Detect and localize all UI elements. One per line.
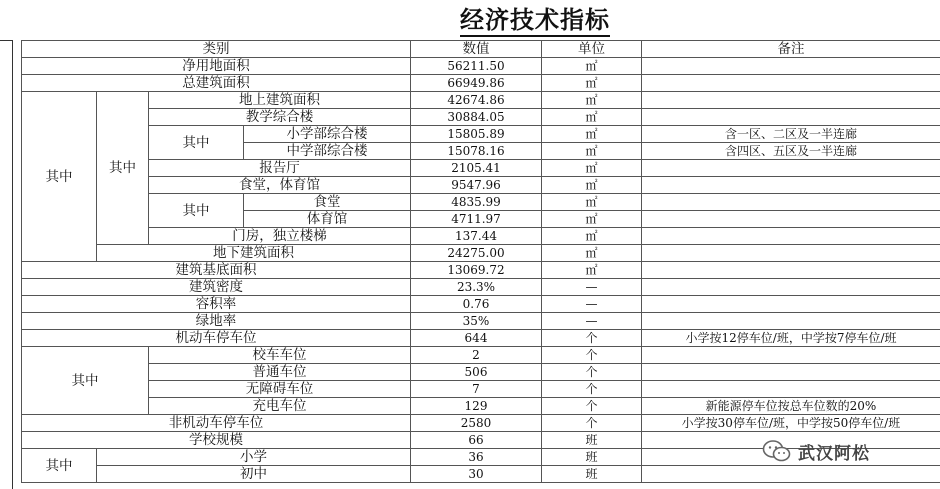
group-label: 其中 xyxy=(149,194,244,228)
row-value: 23.3% xyxy=(411,279,542,296)
row-unit: — xyxy=(542,279,642,296)
row-unit: ㎡ xyxy=(542,126,642,143)
row-label: 非机动车停车位 xyxy=(22,415,411,432)
table-row xyxy=(22,75,940,92)
row-unit: ㎡ xyxy=(542,58,642,75)
table-row xyxy=(22,415,940,432)
row-note xyxy=(642,262,940,279)
row-unit: ㎡ xyxy=(542,75,642,92)
row-note xyxy=(642,75,940,92)
row-unit: ㎡ xyxy=(542,92,642,109)
table-row xyxy=(22,228,940,245)
row-value: 36 xyxy=(411,449,542,466)
row-unit: 个 xyxy=(542,330,642,347)
page-title xyxy=(0,4,940,36)
row-label: 学校规模 xyxy=(22,432,411,449)
table-row xyxy=(22,177,940,194)
row-unit: ㎡ xyxy=(542,160,642,177)
row-unit: 个 xyxy=(542,364,642,381)
row-label: 地上建筑面积 xyxy=(149,92,411,109)
group-label: 其中 xyxy=(149,126,244,160)
table-row xyxy=(22,466,940,483)
table-row xyxy=(22,313,940,330)
row-note xyxy=(642,228,940,245)
table-row xyxy=(22,194,940,211)
row-unit: 班 xyxy=(542,466,642,483)
row-unit: ㎡ xyxy=(542,109,642,126)
row-value: 66949.86 xyxy=(411,75,542,92)
row-label: 初中 xyxy=(97,466,411,483)
row-label: 中学部综合楼 xyxy=(244,143,411,160)
table-row xyxy=(22,160,940,177)
row-note xyxy=(642,92,940,109)
row-note xyxy=(642,194,940,211)
row-value: 7 xyxy=(411,381,542,398)
row-value: 42674.86 xyxy=(411,92,542,109)
row-value: 2580 xyxy=(411,415,542,432)
row-note xyxy=(642,109,940,126)
row-label: 报告厅 xyxy=(149,160,411,177)
row-note xyxy=(642,177,940,194)
row-unit: 个 xyxy=(542,347,642,364)
row-label: 净用地面积 xyxy=(22,58,411,75)
table-header-row xyxy=(22,41,940,58)
page-title-text: 经济技术指标 xyxy=(460,6,610,37)
row-value: 35% xyxy=(411,313,542,330)
table-row xyxy=(22,245,940,262)
row-note xyxy=(642,347,940,364)
row-note: 含一区、二区及一半连廊 xyxy=(642,126,940,143)
row-value: 506 xyxy=(411,364,542,381)
row-unit: ㎡ xyxy=(542,262,642,279)
row-label: 小学 xyxy=(97,449,411,466)
row-note: 小学按30停车位/班，中学按50停车位/班 xyxy=(642,415,940,432)
group-label: 其中 xyxy=(22,92,97,262)
row-note xyxy=(642,279,940,296)
row-unit: ㎡ xyxy=(542,211,642,228)
row-note xyxy=(642,160,940,177)
row-unit: 个 xyxy=(542,415,642,432)
row-unit: — xyxy=(542,296,642,313)
row-label: 容积率 xyxy=(22,296,411,313)
row-label: 充电车位 xyxy=(149,398,411,415)
row-note xyxy=(642,381,940,398)
row-unit: ㎡ xyxy=(542,143,642,160)
row-value: 30 xyxy=(411,466,542,483)
header-unit: 单位 xyxy=(542,41,642,58)
row-label: 校车车位 xyxy=(149,347,411,364)
table-row xyxy=(22,347,940,364)
row-value: 15078.16 xyxy=(411,143,542,160)
table-row xyxy=(22,58,940,75)
frame-divider xyxy=(12,40,13,489)
row-note xyxy=(642,211,940,228)
row-value: 129 xyxy=(411,398,542,415)
header-value: 数值 xyxy=(411,41,542,58)
row-value: 137.44 xyxy=(411,228,542,245)
row-label: 教学综合楼 xyxy=(149,109,411,126)
row-note xyxy=(642,58,940,75)
row-label: 门房，独立楼梯 xyxy=(149,228,411,245)
row-label: 食堂 xyxy=(244,194,411,211)
row-value: 13069.72 xyxy=(411,262,542,279)
row-value: 644 xyxy=(411,330,542,347)
wechat-icon xyxy=(762,439,792,463)
row-label: 食堂，体育馆 xyxy=(149,177,411,194)
row-unit: ㎡ xyxy=(542,245,642,262)
row-note: 小学按12停车位/班，中学按7停车位/班 xyxy=(642,330,940,347)
row-note xyxy=(642,466,940,483)
row-unit: 班 xyxy=(542,432,642,449)
row-label: 总建筑面积 xyxy=(22,75,411,92)
row-value: 4835.99 xyxy=(411,194,542,211)
header-note: 备注 xyxy=(642,41,940,58)
row-value: 30884.05 xyxy=(411,109,542,126)
group-label: 其中 xyxy=(97,92,149,245)
row-label: 地下建筑面积 xyxy=(97,245,411,262)
row-note xyxy=(642,245,940,262)
group-label: 其中 xyxy=(22,449,97,483)
row-value: 15805.89 xyxy=(411,126,542,143)
row-value: 2105.41 xyxy=(411,160,542,177)
row-label: 绿地率 xyxy=(22,313,411,330)
row-value: 56211.50 xyxy=(411,58,542,75)
row-label: 建筑基底面积 xyxy=(22,262,411,279)
table-row xyxy=(22,92,940,109)
header-category: 类别 xyxy=(22,41,411,58)
indicator-table xyxy=(21,40,940,483)
table-row xyxy=(22,279,940,296)
table-row xyxy=(22,109,940,126)
row-unit: 个 xyxy=(542,381,642,398)
row-value: 4711.97 xyxy=(411,211,542,228)
row-value: 24275.00 xyxy=(411,245,542,262)
row-note: 含四区、五区及一半连廊 xyxy=(642,143,940,160)
row-label: 无障碍车位 xyxy=(149,381,411,398)
row-note xyxy=(642,364,940,381)
row-unit: 班 xyxy=(542,449,642,466)
row-value: 2 xyxy=(411,347,542,364)
row-label: 体育馆 xyxy=(244,211,411,228)
watermark-text: 武汉阿松 xyxy=(798,443,870,464)
row-note xyxy=(642,296,940,313)
row-value: 0.76 xyxy=(411,296,542,313)
table-row xyxy=(22,296,940,313)
row-value: 66 xyxy=(411,432,542,449)
row-label: 普通车位 xyxy=(149,364,411,381)
row-unit: ㎡ xyxy=(542,228,642,245)
row-note xyxy=(642,313,940,330)
watermark xyxy=(762,437,870,465)
row-note: 新能源停车位按总车位数的20% xyxy=(642,398,940,415)
table-row xyxy=(22,126,940,143)
row-unit: — xyxy=(542,313,642,330)
row-unit: ㎡ xyxy=(542,177,642,194)
table-row xyxy=(22,381,940,398)
row-label: 建筑密度 xyxy=(22,279,411,296)
row-label: 机动车停车位 xyxy=(22,330,411,347)
row-value: 9547.96 xyxy=(411,177,542,194)
frame-divider-top xyxy=(0,40,12,41)
table-row xyxy=(22,262,940,279)
row-unit: ㎡ xyxy=(542,194,642,211)
table-row xyxy=(22,330,940,347)
row-unit: 个 xyxy=(542,398,642,415)
table-row xyxy=(22,398,940,415)
row-label: 小学部综合楼 xyxy=(244,126,411,143)
table-row xyxy=(22,364,940,381)
group-label: 其中 xyxy=(22,347,149,415)
